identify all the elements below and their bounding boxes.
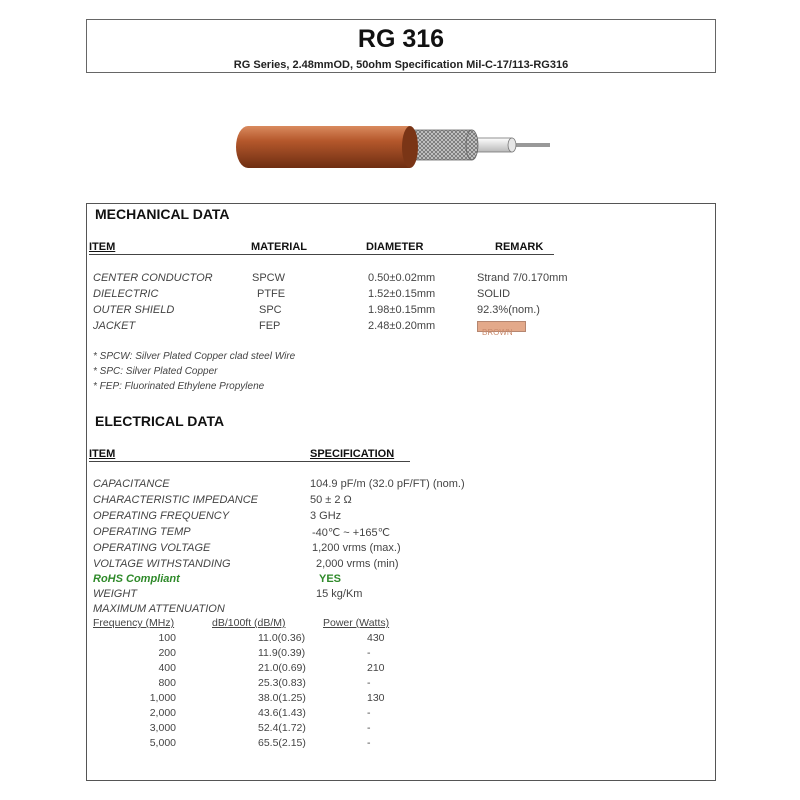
att-power: 130 <box>367 692 385 704</box>
att-power: - <box>367 737 371 749</box>
att-col-db: dB/100ft (dB/M) <box>212 617 286 629</box>
elec-item: OPERATING VOLTAGE <box>93 542 211 554</box>
cable-illustration <box>230 118 560 176</box>
footnote: * SPCW: Silver Plated Copper clad steel Wire <box>93 351 296 362</box>
mech-material: SPCW <box>252 272 285 284</box>
mech-remark: Strand 7/0.170mm <box>477 272 568 284</box>
elec-spec: 1,200 vrms (max.) <box>312 542 401 554</box>
elec-spec: 3 GHz <box>310 510 342 522</box>
att-frequency: 3,000 <box>149 722 176 734</box>
elec-spec: 2,000 vrms (min) <box>316 558 399 570</box>
elec-item: CAPACITANCE <box>93 478 170 490</box>
att-db: 11.9(0.39) <box>258 647 306 659</box>
att-col-power: Power (Watts) <box>323 617 390 629</box>
elec-item: OPERATING TEMP <box>93 526 191 538</box>
mech-item: CENTER CONDUCTOR <box>93 272 213 284</box>
footnote: * SPC: Silver Plated Copper <box>93 366 218 377</box>
att-db: 11.0(0.36) <box>258 632 306 644</box>
att-power: - <box>367 707 371 719</box>
mech-diameter: 2.48±0.20mm <box>368 320 436 332</box>
mech-item: DIELECTRIC <box>93 288 159 300</box>
att-frequency: 5,000 <box>149 737 176 749</box>
att-power: 210 <box>367 662 385 674</box>
mech-col-diameter: DIAMETER <box>366 241 424 253</box>
mech-remark: SOLID <box>477 288 511 300</box>
mech-header-rule <box>89 254 554 255</box>
footnote: * FEP: Fluorinated Ethylene Propylene <box>93 381 265 392</box>
mech-material: SPC <box>259 304 282 316</box>
elec-item: WEIGHT <box>93 588 137 600</box>
att-power: - <box>367 722 371 734</box>
mech-item: OUTER SHIELD <box>93 304 175 316</box>
elec-col-item: ITEM <box>89 448 116 460</box>
att-frequency: 100 <box>158 632 176 644</box>
elec-spec: -40℃ ~ +165℃ <box>312 527 390 539</box>
elec-col-spec: SPECIFICATION <box>310 448 395 460</box>
att-db: 38.0(1.25) <box>258 692 306 704</box>
att-frequency: 800 <box>158 677 176 689</box>
jacket <box>236 126 410 168</box>
att-frequency: 1,000 <box>149 692 176 704</box>
jacket-color-swatch <box>477 321 526 337</box>
mechanical-title: MECHANICAL DATA <box>95 206 230 222</box>
rohs-label: RoHS Compliant <box>93 573 180 585</box>
mech-material: PTFE <box>257 288 286 300</box>
elec-item: OPERATING FREQUENCY <box>93 510 230 522</box>
mech-col-remark: REMARK <box>495 241 544 253</box>
att-db: 43.6(1.43) <box>258 707 306 719</box>
elec-spec: 104.9 pF/m (32.0 pF/FT) (nom.) <box>310 478 465 490</box>
elec-header-rule <box>89 461 410 462</box>
elec-spec: 15 kg/Km <box>316 588 363 600</box>
att-col-frequency: Frequency (MHz) <box>93 617 175 629</box>
attenuation-title: MAXIMUM ATTENUATION <box>93 603 225 615</box>
mech-remark: 92.3%(nom.) <box>477 304 540 316</box>
page-subtitle: RG Series, 2.48mmOD, 50ohm Specification Mil-C-17/113-RG316 <box>233 59 569 71</box>
att-power: 430 <box>367 632 385 644</box>
att-db: 21.0(0.69) <box>258 662 306 674</box>
mech-item: JACKET <box>93 320 136 332</box>
att-db: 65.5(2.15) <box>258 737 306 749</box>
att-db: 25.3(0.83) <box>258 677 306 689</box>
elec-item: VOLTAGE WITHSTANDING <box>93 558 231 570</box>
jacket-color-label: BROWN <box>482 328 513 337</box>
elec-item: CHARACTERISTIC IMPEDANCE <box>93 494 259 506</box>
electrical-title: ELECTRICAL DATA <box>95 413 225 429</box>
mech-diameter: 1.52±0.15mm <box>368 288 436 300</box>
mech-material: FEP <box>259 320 281 332</box>
att-frequency: 2,000 <box>149 707 176 719</box>
mech-col-material: MATERIAL <box>251 241 308 253</box>
mech-diameter: 1.98±0.15mm <box>368 304 436 316</box>
page-title: RG 316 <box>357 25 445 53</box>
rohs-value: YES <box>319 573 342 585</box>
att-frequency: 200 <box>158 647 176 659</box>
att-power: - <box>367 677 371 689</box>
elec-spec: 50 ± 2 Ω <box>310 494 352 506</box>
mech-col-item: ITEM <box>89 241 116 253</box>
att-power: - <box>367 647 371 659</box>
mech-diameter: 0.50±0.02mm <box>368 272 436 284</box>
att-frequency: 400 <box>158 662 176 674</box>
att-db: 52.4(1.72) <box>258 722 306 734</box>
